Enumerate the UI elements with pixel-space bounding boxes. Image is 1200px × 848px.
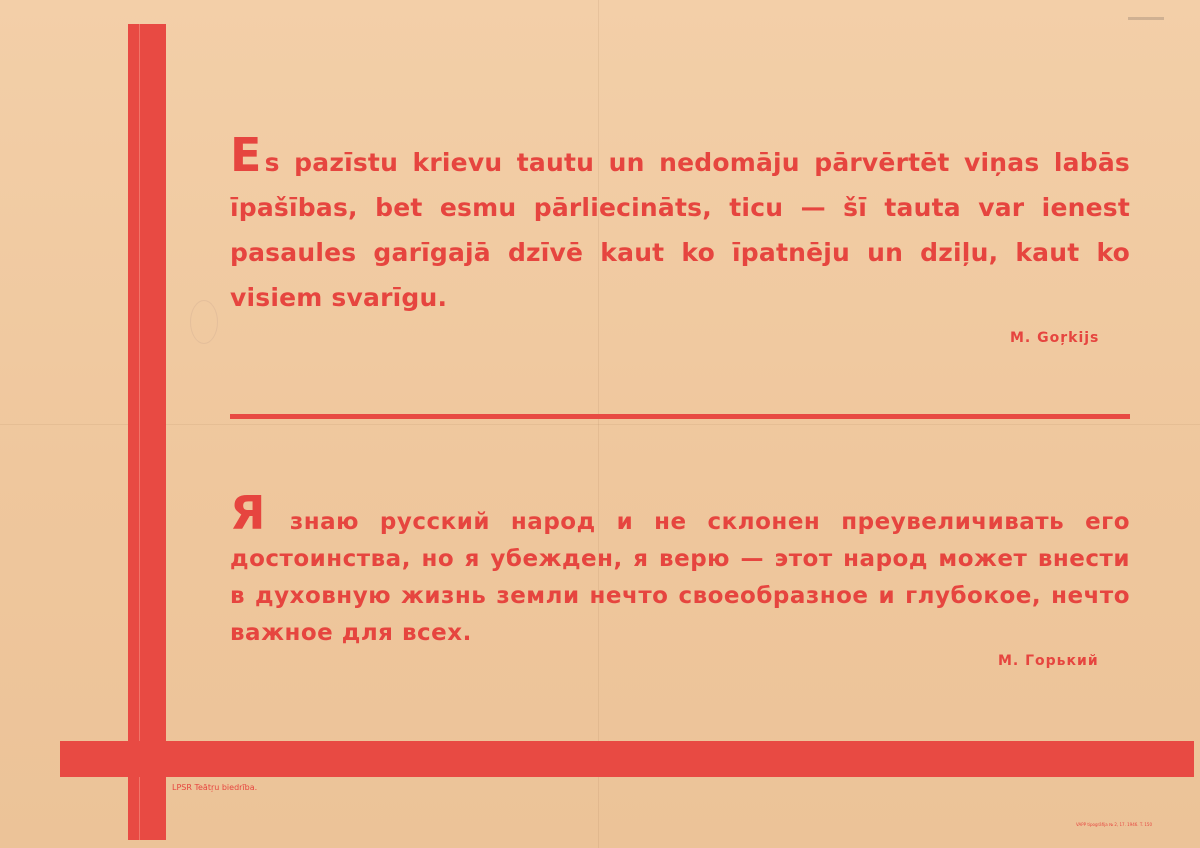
faint-stamp	[190, 300, 218, 344]
quote-latvian	[230, 128, 1130, 320]
quote-russian-initial: Я	[230, 486, 266, 540]
quote-russian	[230, 486, 1131, 652]
red-vertical-bar	[128, 24, 166, 840]
divider-rule	[230, 414, 1130, 419]
quote-latvian-initial: E	[230, 128, 262, 182]
corner-mark	[1128, 17, 1164, 20]
author-latvian: M. Goŗkijs	[1010, 330, 1100, 346]
quote-russian-text: знаю русский народ и не склонен преувеличивать его достоинства, но я убежден, я верю — этот народ может внести в духовную жизнь земли нечто своеобразное и глубокое, нечто важное для всех.	[230, 509, 1131, 646]
quote-latvian-text: s pazīstu krievu tautu un nedomāju pārvērtēt viņas labās īpašības, bet esmu pārliecināts, ticu — šī tauta var ienest pasaules garīgajā dzīvē kaut ko īpatnēju un dziļu, kaut ko visiem svarīgu.	[230, 148, 1130, 312]
paper-fold-horizontal	[0, 424, 1200, 425]
author-russian: М. Горький	[998, 653, 1099, 669]
printer-imprint: VAPP tipogrāfija № 2, 17. 1946. T. 150	[1076, 822, 1152, 827]
red-horizontal-bar	[60, 741, 1194, 777]
publisher-imprint: LPSR Teātŗu biedrība.	[172, 783, 258, 792]
